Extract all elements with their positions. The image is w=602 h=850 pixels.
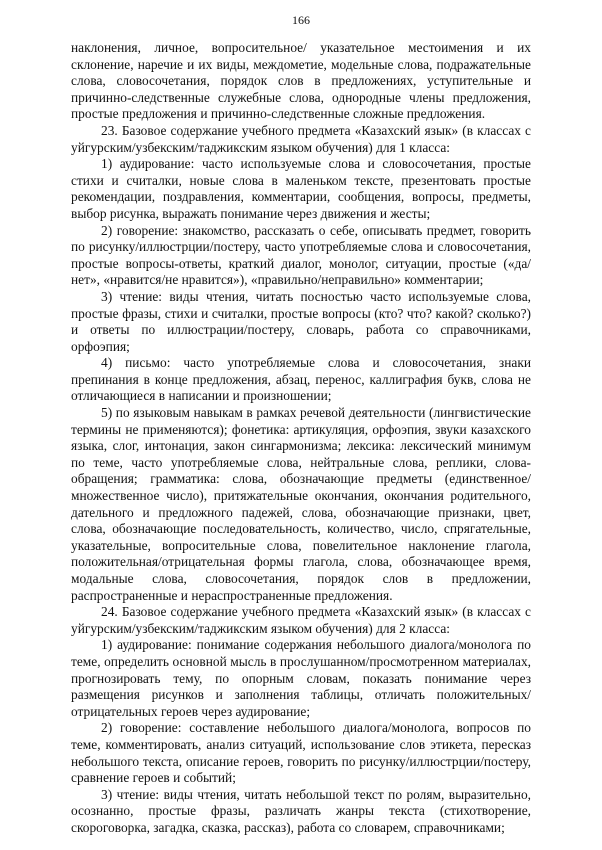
paragraph-grade1-reading: 3) чтение: виды чтения, читать посностью часто используемые слова, простые фразы, стихи и считалки, простые вопросы (кто? что? какой? сколько?) и ответы по иллюстрации/постеру, словарь, работа со справочниками, орфоэпия; <box>71 288 531 354</box>
paragraph-section-24-heading: 24. Базовое содержание учебного предмета «Казахский язык» (в классах с уйгурским/узбекским/таджикским языком обучения) для 2 класса: <box>71 604 531 636</box>
page-number: 166 <box>292 13 310 27</box>
paragraph-grade1-speaking: 2) говорение: знакомство, рассказать о себе, описывать предмет, говорить по рисунку/иллюстрции/постеру, часто употребляемые слова и словосочетания, простые вопросы-ответы, краткий диалог, монолог, ситуации, простые («да/нет», «нравится/не нравится»), «правильно/неправильно» комментарии; <box>71 222 531 288</box>
paragraph-section-23-heading: 23. Базовое содержание учебного предмета «Казахский язык» (в классах с уйгурским/узбекским/таджикским языком обучения) для 1 класса: <box>71 122 531 155</box>
paragraph-grade1-listening: 1) аудирование: часто используемые слова и словосочетания, простые стихи и считалки, новые слова в маленьком тексте, презентовать простые рекомендации, поздравления, комментарии, сообщения, вопросы, предметы, выбор рисунка, выражать понимание через движения и жесты; <box>71 156 531 221</box>
paragraph-grade2-reading: 3) чтение: виды чтения, читать небольшой текст по ролям, выразительно, осознанно, простые фразы, различать жанры текста (стихотворение, скороговорка, загадка, сказка, рассказ), работа со словарем, справочниками; <box>71 786 531 835</box>
paragraph-grade1-writing: 4) письмо: часто употребляемые слова и словосочетания, знаки препинания в конце предложения, абзац, перенос, каллиграфия букв, слова не отличающиеся в написании и произношении; <box>71 355 531 404</box>
document-body <box>71 40 531 837</box>
paragraph-grade2-listening: 1) аудирование: понимание содержания небольшого диалога/монолога по теме, определить основной мысль в прослушанном/просмотренном материалах, прогнозировать тему, по опорным словам, показать понимание через размещения рисунков и заполнения таблицы, отличать положительных/отрицательных героев через аудирование; <box>71 637 531 719</box>
paragraph-grade1-language-skills: 5) по языковым навыкам в рамках речевой деятельности (лингвистические термины не применяются); фонетика: артикуляция, орфоэпия, звуки казахского языка, слог, интонация, закон сингармонизма; лексика: лексический минимум по теме, часто употребляемые слова, нейтральные слова, реплики, слова-обращения; грамматика: слова, обозначающие предметы (единственное/множественное число), притяжательные окончания, окончания родительного, дательного и предложного падежей, слова, обозначающие признаки, цвет, слова, обозначающие последовательность, количество, число, спрягательные, указательные, вопросительные слова, повелительное наклонение глагола, положительная/отрицательная формы глагола, слова, обозначающее время, модальные слова, словосочетания, порядок слов в предложении, распространенные и нераспространенные предложения. <box>71 405 531 603</box>
paragraph-grade2-speaking: 2) говорение: составление небольшого диалога/монолога, вопросов по теме, комментировать, анализ ситуаций, использование слов этикета, пересказ небольшого текста, описание героев, говорить по рисунку/иллюстрции/постеру, сравнение героев и событий; <box>71 720 531 786</box>
paragraph-continuation: наклонения, личное, вопросительное/ указательное местоимения и их склонение, наречие и их виды, междометие, модельные слова, подражательные слова, словосочетания, порядок слов в предложениях, уступительные и причинно-следственные служебные слова, однородные члены предложения, простые предложения и причинно-следственные сложные предложения. <box>71 40 531 122</box>
